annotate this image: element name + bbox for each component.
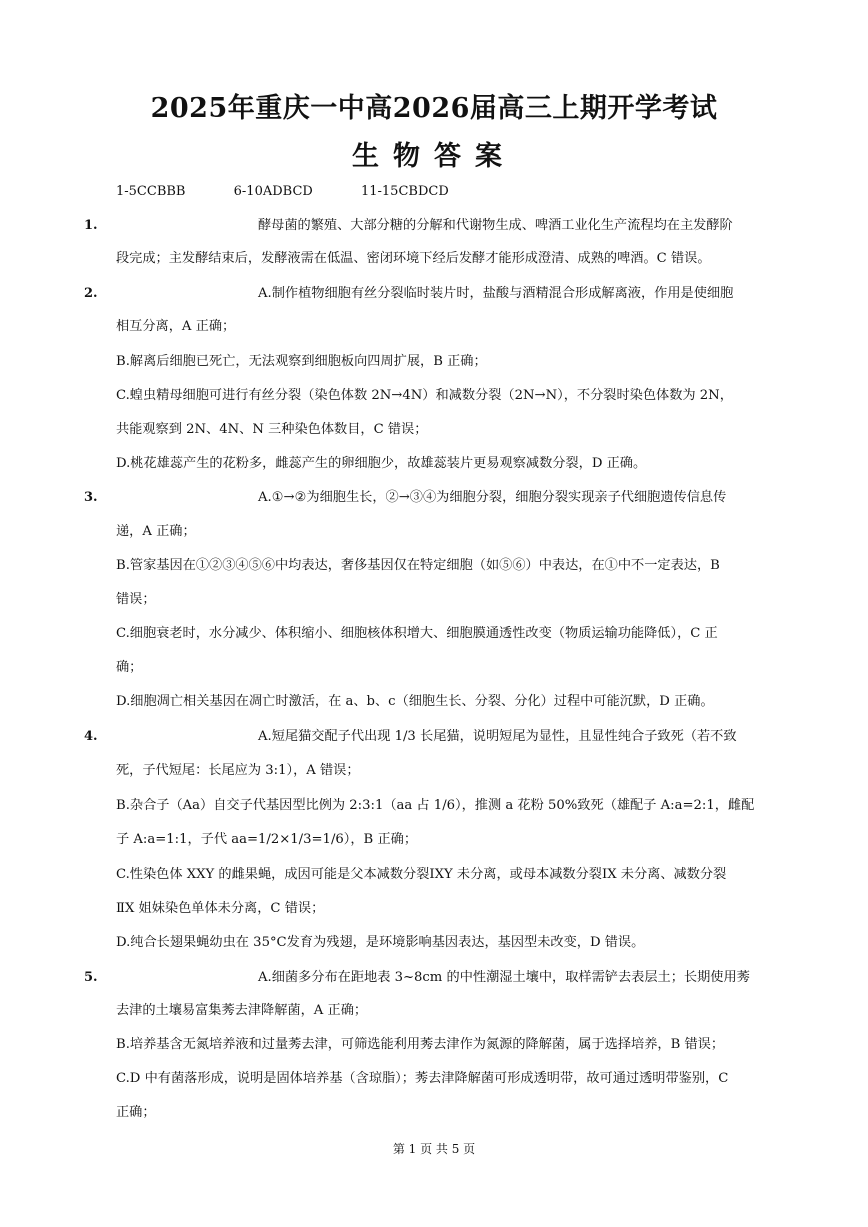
question-5-line: B.培养基含无氮培养液和过量莠去津，可筛选能利用莠去津作为氮源的降解菌，属于选择培养，B 错误； <box>116 1037 725 1052</box>
question-4-line: 子 A:a=1:1，子代 aa=1/2×1/3=1/6），B 正确； <box>116 832 418 847</box>
question-5-line: C.D 中有菌落形成，说明是固体培养基（含琼脂）；莠去津降解菌可形成透明带，故可通过透明带鉴别，C <box>116 1071 729 1086</box>
question-4-line: 死，子代短尾：长尾应为 3:1），A 错误； <box>116 763 360 778</box>
multiple-choice-answers <box>116 184 493 199</box>
question-number: 2. <box>84 286 98 301</box>
question-3-line: D.细胞凋亡相关基因在凋亡时激活，在 a、b、c（细胞生长、分裂、分化）过程中可能沉默，D 正确。 <box>116 694 714 709</box>
answer-group-11-15: 11-15CBDCD <box>360 184 449 199</box>
question-number: 3. <box>84 490 98 505</box>
question-number: 5. <box>84 970 98 985</box>
question-number: 1. <box>84 218 98 233</box>
document-subtitle: 生物答案 <box>352 141 516 172</box>
question-2-line: C.蝗虫精母细胞可进行有丝分裂（染色体数 2N→4N）和减数分裂（2N→N），不分裂时染色体数为 2N， <box>116 388 733 403</box>
question-2-line: 相互分离，A 正确； <box>116 319 236 334</box>
question-3-line: 递，A 正确； <box>116 524 196 539</box>
question-3-line: C.细胞衰老时，水分减少、体积缩小、细胞核体积增大、细胞膜通透性改变（物质运输功能降低），C 正 <box>116 626 718 641</box>
question-2-line: D.桃花雄蕊产生的花粉多，雌蕊产生的卵细胞少，故雄蕊装片更易观察减数分裂，D 正确。 <box>116 456 647 471</box>
question-4-line: B.杂合子（Aa）自交子代基因型比例为 2:3:1（aa 占 1/6），推测 a 花粉 50%致死（雄配子 A:a=2:1，雌配 <box>116 798 755 813</box>
question-3-line: 确； <box>116 660 143 675</box>
question-5-line: 去津的土壤易富集莠去津降解菌，A 正确； <box>116 1003 368 1018</box>
question-3-line: B.管家基因在①②③④⑤⑥中均表达，奢侈基因仅在特定细胞（如⑤⑥）中表达，在①中不一定表达，B <box>116 558 720 573</box>
question-1-line: 段完成；主发酵结束后，发酵液需在低温、密闭环境下经后发酵才能形成澄清、成熟的啤酒。C 错误。 <box>116 251 711 266</box>
question-1-line: 酵母菌的繁殖、大部分糖的分解和代谢物生成、啤酒工业化生产流程均在主发酵阶 <box>258 218 733 233</box>
question-4-line: C.性染色体 XXY 的雌果蝇，成因可能是父本减数分裂ⅠXY 未分离，或母本减数分裂ⅠX 未分离、减数分裂 <box>116 867 727 882</box>
page-footer: 第 1 页 共 5 页 <box>392 1142 476 1156</box>
question-2-line: B.解离后细胞已死亡，无法观察到细胞板向四周扩展，B 正确； <box>116 354 487 369</box>
question-5-line: 正确； <box>116 1105 156 1120</box>
question-4-line: A.短尾猫交配子代出现 1/3 长尾猫，说明短尾为显性，且显性纯合子致死（若不致 <box>258 729 737 744</box>
question-2-line: 共能观察到 2N、4N、N 三种染色体数目，C 错误； <box>116 422 428 437</box>
question-2-line: A.制作植物细胞有丝分裂临时装片时，盐酸与酒精混合形成解离液，作用是使细胞 <box>258 286 734 301</box>
question-3-line: A.①→②为细胞生长，②→③④为细胞分裂，细胞分裂实现亲子代细胞遗传信息传 <box>258 490 727 505</box>
question-4-line: D.纯合长翅果蝇幼虫在 35°C发育为残翅，是环境影响基因表达，基因型未改变，D 错误。 <box>116 935 645 950</box>
question-3-line: 错误； <box>116 592 156 607</box>
question-4-line: ⅡX 姐妹染色单体未分离，C 错误； <box>116 901 325 916</box>
answer-group-1-5: 1-5CCBBB <box>116 184 186 199</box>
question-number: 4. <box>84 729 98 744</box>
question-5-line: A.细菌多分布在距地表 3~8cm 的中性潮湿土壤中，取样需铲去表层土；长期使用莠 <box>258 970 750 985</box>
document-title: 2025年重庆一中高2026届高三上期开学考试 <box>150 93 718 124</box>
answer-group-6-10: 6-10ADBCD <box>233 184 313 199</box>
